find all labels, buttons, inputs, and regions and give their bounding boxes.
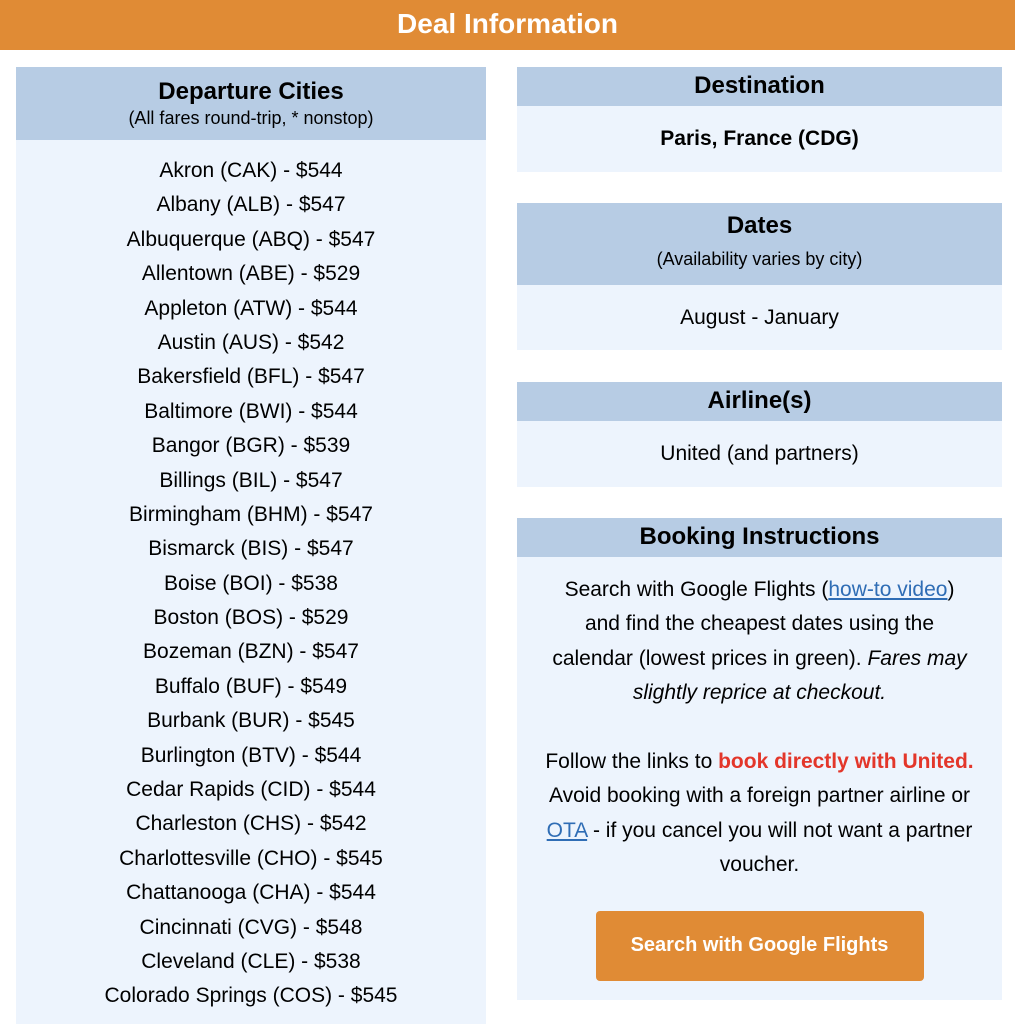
deal-information-banner — [0, 0, 1015, 50]
airline-panel — [517, 382, 1002, 487]
list-item: Burbank (BUR) - $545 — [147, 709, 355, 733]
destination-value: Paris, France (CDG) — [517, 106, 1002, 172]
list-item: Bozeman (BZN) - $547 — [143, 640, 359, 664]
dates-subtitle: (Availability varies by city) — [656, 249, 863, 269]
list-item: Baltimore (BWI) - $544 — [144, 399, 358, 423]
list-item: Charlottesville (CHO) - $545 — [119, 846, 383, 870]
booking-instructions-header — [517, 518, 1002, 557]
airline-value: United (and partners) — [517, 421, 1002, 487]
book-direct-highlight: book directly with United. — [718, 750, 974, 774]
text: Avoid booking with a foreign partner airline or — [548, 784, 971, 808]
list-item: Bakersfield (BFL) - $547 — [137, 365, 365, 389]
departure-cities-header — [16, 67, 486, 140]
list-item: Charleston (CHS) - $542 — [135, 812, 367, 836]
list-item: Albuquerque (ABQ) - $547 — [126, 227, 376, 251]
list-item: Colorado Springs (COS) - $545 — [104, 984, 398, 1008]
text: Search with Google Flights ( — [564, 578, 829, 601]
destination-panel — [517, 67, 1002, 172]
text: Follow the links to — [545, 750, 719, 774]
list-item: Bismarck (BIS) - $547 — [148, 537, 354, 561]
booking-warning-paragraph — [545, 745, 974, 883]
banner-title: Deal Information — [397, 8, 618, 39]
text: - if you cancel you will not want a partner voucher. — [587, 818, 973, 877]
how-to-video-link[interactable]: how-to video — [828, 578, 948, 601]
list-item: Bangor (BGR) - $539 — [151, 434, 351, 458]
departure-cities-title: Departure Cities — [158, 78, 344, 105]
list-item: Austin (AUS) - $542 — [157, 330, 345, 354]
departure-cities-body — [16, 140, 486, 1024]
list-item: Cedar Rapids (CID) - $544 — [126, 778, 376, 802]
search-google-flights-button[interactable]: Search with Google Flights — [596, 911, 924, 981]
dates-header — [517, 203, 1002, 285]
list-item: Birmingham (BHM) - $547 — [129, 502, 373, 526]
booking-instructions-body — [517, 557, 1002, 1000]
list-item: Allentown (ABE) - $529 — [141, 262, 361, 286]
departure-cities-panel — [16, 67, 486, 1024]
booking-instructions-title: Booking Instructions — [639, 523, 880, 550]
list-item: Boise (BOI) - $538 — [164, 571, 338, 595]
destination-title: Destination — [694, 72, 825, 99]
city-list — [16, 140, 486, 1014]
reprice-note: Fares may slightly reprice at checkout. — [632, 646, 967, 705]
list-item: Appleton (ATW) - $544 — [144, 296, 358, 320]
list-item: Cleveland (CLE) - $538 — [141, 949, 361, 973]
list-item: Boston (BOS) - $529 — [153, 606, 349, 630]
destination-header — [517, 67, 1002, 106]
dates-panel — [517, 203, 1002, 350]
dates-title: Dates — [726, 212, 793, 239]
departure-cities-subtitle: (All fares round-trip, * nonstop) — [128, 108, 374, 128]
text: ) and find the cheapest dates using the calendar (lowest prices in green). — [552, 578, 955, 670]
list-item: Albany (ALB) - $547 — [156, 193, 346, 217]
list-item: Burlington (BTV) - $544 — [140, 743, 362, 767]
list-item: Chattanooga (CHA) - $544 — [126, 881, 376, 905]
list-item: Akron (CAK) - $544 — [159, 159, 343, 182]
airline-title: Airline(s) — [707, 387, 812, 414]
search-instructions-paragraph — [545, 573, 974, 711]
list-item: Buffalo (BUF) - $549 — [154, 674, 348, 698]
list-item: Cincinnati (CVG) - $548 — [139, 915, 363, 939]
ota-link[interactable]: OTA — [546, 818, 588, 842]
list-item: Billings (BIL) - $547 — [159, 468, 343, 492]
airline-header — [517, 382, 1002, 421]
dates-value: August - January — [517, 285, 1002, 350]
booking-instructions-panel — [517, 518, 1002, 1000]
